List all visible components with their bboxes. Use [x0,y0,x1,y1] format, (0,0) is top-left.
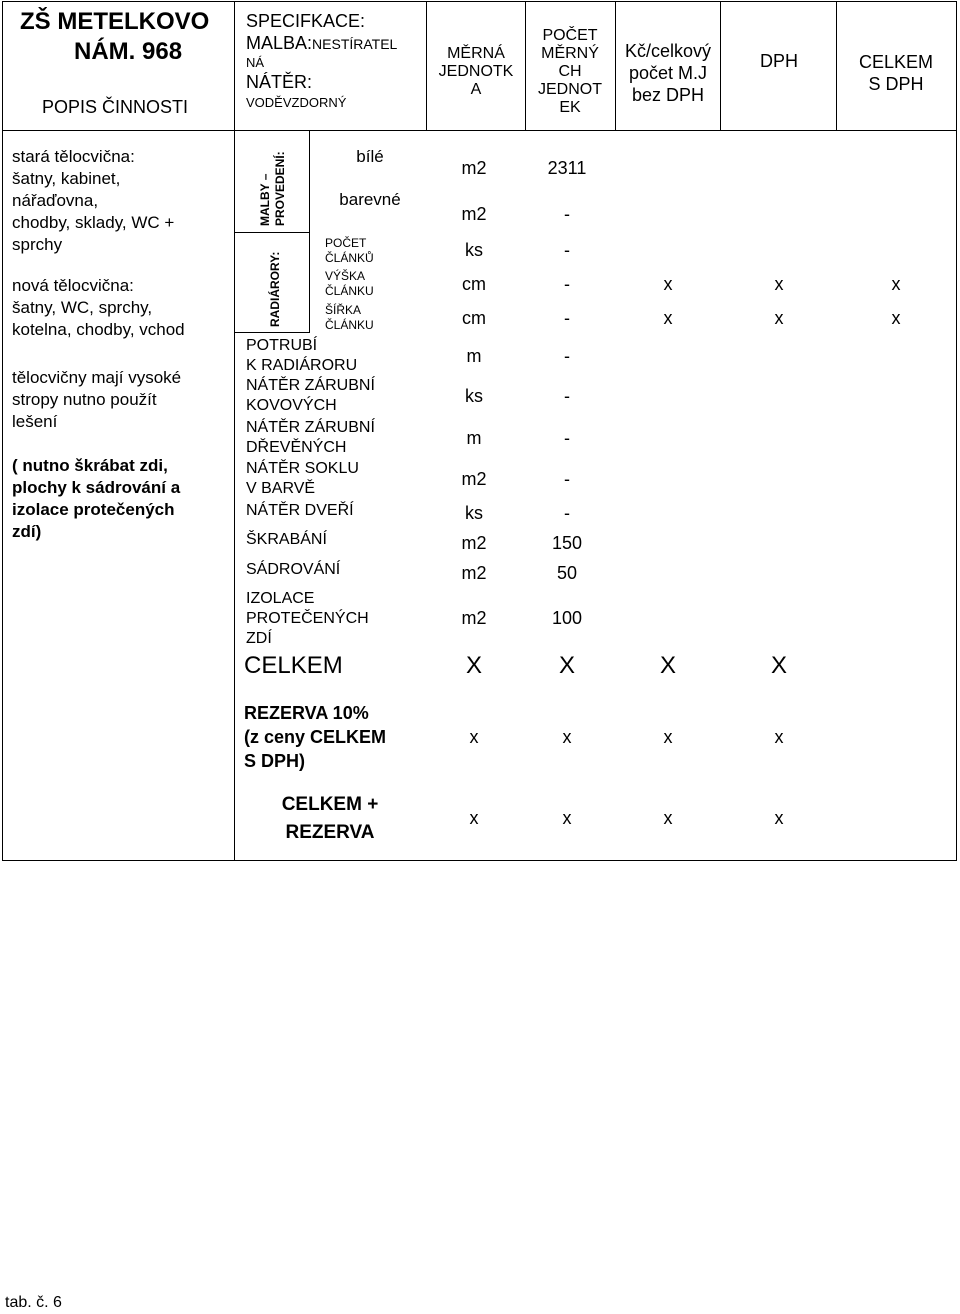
celkem-rezerva-x: x [562,808,572,828]
x-mark: x [774,274,784,294]
col-header-dph: DPH [759,51,799,71]
x-mark: x [891,274,901,294]
unit-cell: m [466,346,482,366]
qty-cell: - [564,503,570,523]
celkem-rezerva-label: CELKEM + REZERVA [281,794,379,843]
col-header-kc: Kč/celkový počet M.J bez DPH [624,41,712,105]
qty-cell: - [564,308,570,328]
celkem-rezerva-x: x [469,808,479,828]
col-header-celkem: CELKEM S DPH [858,52,934,94]
spec-barevne: barevné [339,190,401,209]
qty-cell: - [564,428,570,448]
rezerva-x: x [469,727,479,747]
unit-cell: m [466,428,482,448]
qty-cell: 150 [551,533,583,553]
unit-cell: ks [465,240,483,260]
qty-cell: - [564,346,570,366]
spec-zarubni-drevene: NÁTĚR ZÁRUBNÍ DŘEVĚNÝCH [246,419,375,456]
celkem-x: X [465,652,483,679]
celkem-label: CELKEM [244,652,343,679]
celkem-x: X [659,652,677,679]
col-header-spec [246,33,397,55]
spec-sokl: NÁTĚR SOKLU V BARVĚ [246,460,359,497]
description-nova: nová tělocvična: šatny, WC, sprchy, kotelna, chodby, vchod [12,276,185,339]
col-divider [615,1,616,131]
header-divider [2,130,957,131]
col-header-popis: POPIS ČINNOSTI [42,97,189,117]
rezerva-x: x [562,727,572,747]
x-mark: x [663,274,673,294]
col-header-spec: NÁTĚR: [246,72,313,92]
x-mark: x [774,308,784,328]
rezerva-x: x [774,727,784,747]
qty-cell: - [564,204,570,224]
description-lesení: tělocvičny mají vysoké stropy nutno použít lešení [12,368,182,431]
spec-vyska-clanku: VÝŠKA ČLÁNKU [325,269,374,298]
rezerva-label: REZERVA 10% (z ceny CELKEM S DPH) [244,703,387,771]
qty-cell: - [564,274,570,294]
spec-dvere: NÁTĚR DVEŘÍ [246,502,354,519]
unit-cell: cm [462,308,486,328]
spec-malba: MALBA: [246,33,313,53]
group-label-radiatory: RADIÁRORY: [268,251,282,327]
col-divider [720,1,721,131]
col-header-spec: NÁ [246,55,265,70]
celkem-rezerva-x: x [663,808,673,828]
bracket-line [234,332,310,333]
x-mark: x [891,308,901,328]
unit-cell: m2 [461,204,487,224]
description-stara: stará tělocvična: šatny, kabinet, nářaďovna, chodby, sklady, WC + sprchy [12,147,175,254]
unit-cell: m2 [461,469,487,489]
col-divider [836,1,837,131]
qty-cell: - [564,240,570,260]
spec-pocet-clanku: POČET ČLÁNKŮ [325,236,374,265]
col-header-merna: MĚRNÁ JEDNOTK A [438,45,514,98]
qty-cell: 2311 [547,158,587,178]
spec-malba-value: NESTÍRATEL [312,36,398,52]
col-divider [426,1,427,131]
unit-cell: m2 [461,533,487,553]
col-header-spec: VODĚVZDORNÝ [246,95,347,110]
school-name: ZŠ METELKOVO [20,8,210,35]
celkem-x: X [558,652,576,679]
description-note: ( nutno škrábat zdi, plochy k sádrování a izolace protečených zdí) [12,456,181,541]
spec-sadrovani: SÁDROVÁNÍ [246,561,341,578]
spec-zarubni-kovove: NÁTĚR ZÁRUBNÍ KOVOVÝCH [246,377,375,414]
spec-bile: bílé [356,147,384,166]
unit-cell: m2 [461,563,487,583]
unit-cell: ks [465,503,483,523]
spec-potrubi: POTRUBÍ K RADIÁRORU [246,337,358,374]
unit-cell: m2 [461,158,487,178]
x-mark: x [663,308,673,328]
qty-cell: - [564,386,570,406]
unit-cell: cm [462,274,486,294]
spec-izolace: IZOLACE PROTEČENÝCH ZDÍ [246,590,369,647]
group-label-malby: MALBY – PROVEDENÍ: [258,151,287,226]
spec-skrabani: ŠKRABÁNÍ [246,531,327,548]
unit-cell: m2 [461,608,487,628]
qty-cell: 100 [551,608,583,628]
spec-sirka-clanku: ŠÍŘKA ČLÁNKU [325,303,374,332]
bracket-line [234,232,310,233]
table-number: tab. č. 6 [5,1294,62,1311]
school-address: NÁM. 968 [74,38,183,65]
qty-cell: 50 [556,563,578,583]
col-header-pocet: POČET MĚRNÝ CH JEDNOT EK [538,27,602,116]
celkem-x: X [770,652,788,679]
col-header-spec: SPECIFKACE: [246,11,366,31]
bracket-line [309,131,310,333]
rezerva-x: x [663,727,673,747]
celkem-rezerva-x: x [774,808,784,828]
qty-cell: - [564,469,570,489]
col-divider [525,1,526,131]
unit-cell: ks [465,386,483,406]
